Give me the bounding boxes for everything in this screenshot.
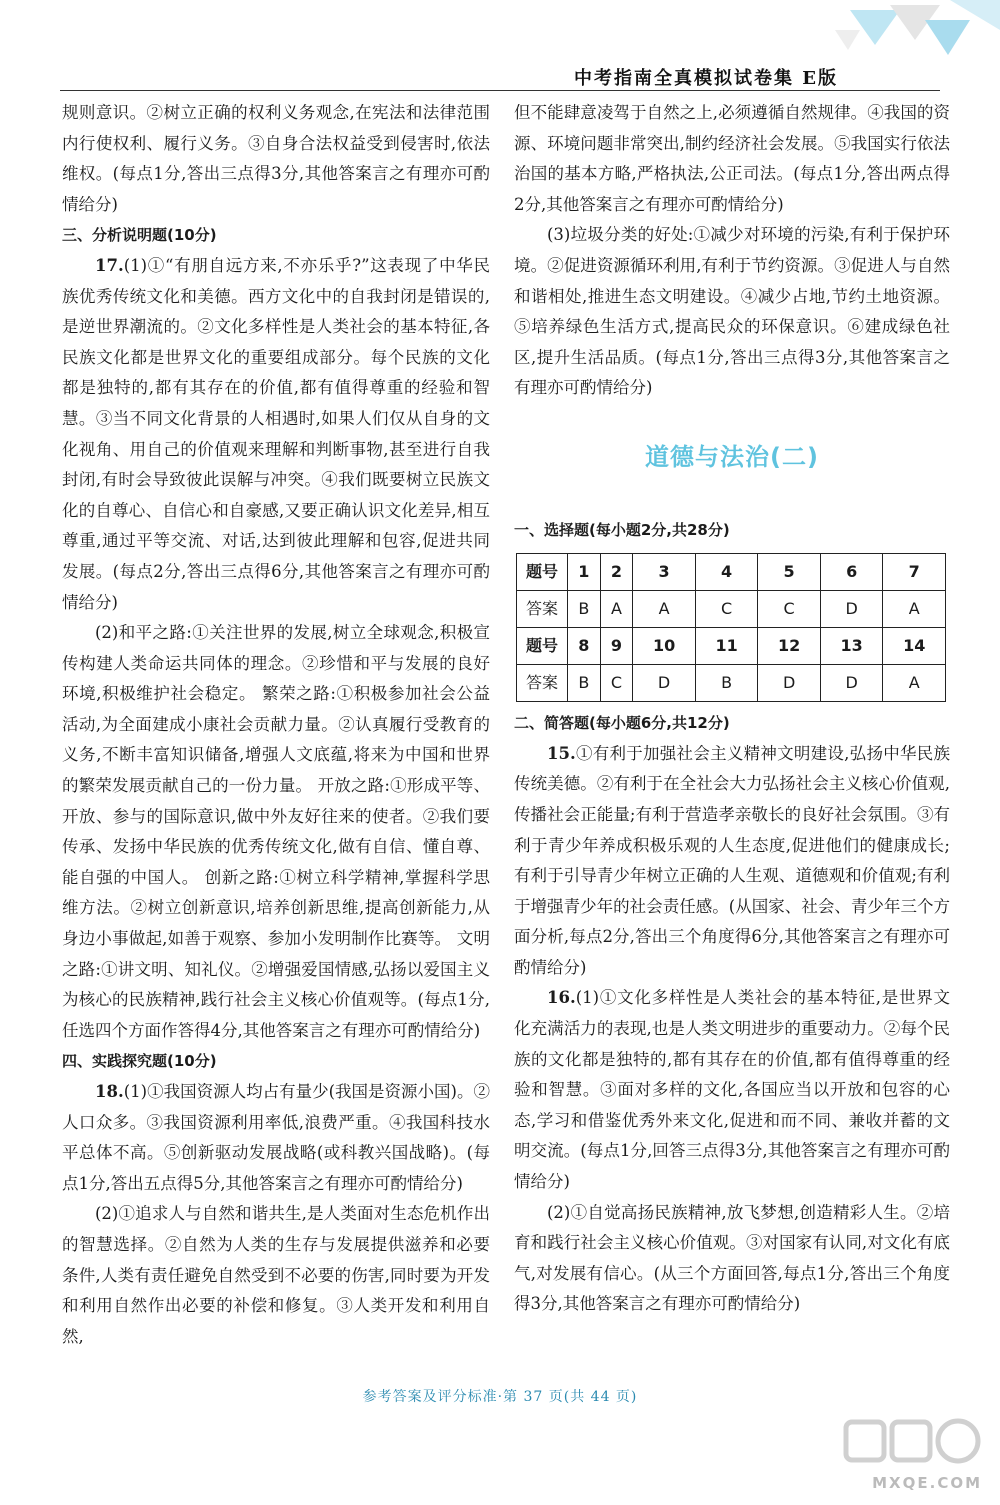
question-number-cell: 2 (600, 554, 633, 591)
answer-cell: D (633, 665, 696, 702)
question-number-cell: 5 (758, 554, 821, 591)
answer-cell: C (695, 591, 758, 628)
answer-cell: A (600, 591, 633, 628)
question-17-part-2: (2)和平之路:①关注世界的发展,树立全球观念,积极宣传构建人类命运共同体的理念。②珍惜和平与发展的良好环境,积极维护社会稳定。 繁荣之路:①积极参加社会公益活动,为全面建成小康社会贡献力量。②认真履行受教育的义务,不断丰富知识储备,增强人文底蕴,将来为中国和世界的繁荣发展贡献自己的一份力量。 开放之路:①形成平等、开放、参与的国际意识,做中外友好往来的使者。②我们要传承、发扬中华民族的优秀传统文化,做有自信、懂自尊、能自强的中国人。 创新之路:①树立科学精神,掌握科学思维方法。②树立创新意识,培养创新思维,提高创新能力,从身边小事做起,如善于观察、参加小发明制作比赛等。 文明之路:①讲文明、知礼仪。②增强爱国情感,弘扬以爱国主义为核心的民族精神,践行社会主义核心价值观等。(每点1分,任选四个方面作答得4分,其他答案言之有理亦可酌情给分) (62, 623, 490, 1040)
right-column (514, 98, 950, 1320)
question-number-cell: 10 (633, 628, 696, 665)
answer-cell: C (758, 591, 821, 628)
answer-cell: D (758, 665, 821, 702)
question-number-cell: 13 (820, 628, 883, 665)
question-number-cell: 11 (695, 628, 758, 665)
left-column (62, 98, 490, 1352)
row-label: 答案 (517, 665, 568, 702)
question-16-part-2: (2)①自觉高扬民族精神,放飞梦想,创造精彩人生。②培育和践行社会主义核心价值观。③对国家有认同,对文化有底气,对发展有信心。(从三个方面回答,每点1分,答出三个角度得3分,其他答案言之有理亦可酌情给分) (514, 1202, 950, 1314)
watermark-text: MXQE.COM (872, 1474, 982, 1492)
question-number-cell: 3 (633, 554, 696, 591)
row-label: 题号 (517, 628, 568, 665)
answer-cell: A (633, 591, 696, 628)
answer-table-answer-row-2 (517, 665, 946, 702)
answer-cell: C (600, 665, 633, 702)
section-2-title: 二、简答题(每小题6分,共12分) (514, 714, 730, 733)
answer-table (516, 553, 946, 702)
question-number-cell: 8 (568, 628, 601, 665)
question-16-part-1-text: (1)①文化多样性是人类社会的基本特征,是世界文化充满活力的表现,也是人类文明进步的重要动力。②每个民族的文化都是独特的,都有其存在的价值,都有值得尊重的经验和智慧。③面对多样的文化,各国应当以开放和包容的心态,学习和借鉴优秀外来文化,促进和而不同、兼收并蓄的文明交流。(每点1分,回答三点得3分,其他答案言之有理亦可酌情给分) (514, 988, 950, 1192)
question-number-cell: 12 (758, 628, 821, 665)
question-number-cell: 1 (568, 554, 601, 591)
question-number-cell: 7 (883, 554, 946, 591)
answer-cell: B (568, 665, 601, 702)
question-15 (514, 739, 950, 984)
question-16-part-1 (514, 983, 950, 1197)
question-number-cell: 9 (600, 628, 633, 665)
question-number-cell: 14 (883, 628, 946, 665)
answer-cell: D (820, 591, 883, 628)
question-16-number: 16. (547, 988, 576, 1008)
question-17-part-1 (62, 251, 490, 618)
answer-cell: A (883, 665, 946, 702)
section-1-title: 一、选择题(每小题2分,共28分) (514, 520, 730, 539)
exam-2-title: 道德与法治(二) (645, 442, 819, 471)
answer-table-number-row-2 (517, 628, 946, 665)
answer-table-number-row-1 (517, 554, 946, 591)
question-number-cell: 4 (695, 554, 758, 591)
question-18-number: 18. (95, 1082, 124, 1101)
row-label: 答案 (517, 591, 568, 628)
question-15-number: 15. (547, 743, 576, 763)
header-divider (60, 90, 940, 91)
answer-cell: D (820, 665, 883, 702)
row-label: 题号 (517, 554, 568, 591)
header-title: 中考指南全真模拟试卷集 E版 (574, 68, 838, 89)
page-footer: 参考答案及评分标准·第 37 页(共 44 页) (362, 1389, 638, 1405)
question-15-text: ①有利于加强社会主义精神文明建设,弘扬中华民族传统美德。②有利于在全社会大力弘扬社会主义核心价值观,传播社会正能量;有利于营造孝亲敬长的良好社会氛围。③有利于青少年养成积极乐观的人生态度,促进他们的健康成长;有利于引导青少年树立正确的人生观、道德观和价值观;有利于增强青少年的社会责任感。(从国家、社会、青少年三个方面分析,每点2分,答出三个角度得6分,其他答案言之有理亦可酌情给分) (514, 743, 950, 977)
answer-cell: B (568, 591, 601, 628)
question-18-part-2: (2)①追求人与自然和谐共生,是人类面对生态危机作出的智慧选择。②自然为人类的生存与发展提供滋养和必要条件,人类有责任避免自然受到不必要的伤害,同时要为开发和利用自然作出必要的补偿和修复。③人类开发和利用自然, (62, 1204, 490, 1346)
answer-cell: A (883, 591, 946, 628)
section-4-title: 四、实践探究题(10分) (62, 1052, 217, 1071)
answer-cell: B (695, 665, 758, 702)
question-18-part-1-text: (1)①我国资源人均占有量少(我国是资源小国)。②人口众多。③我国资源利用率低,浪费严重。④我国科技水平总体不高。⑤创新驱动发展战略(或科教兴国战略)。(每点1分,答出五点得5分,其他答案言之有理亦可酌情给分) (62, 1082, 490, 1193)
question-number-cell: 6 (820, 554, 883, 591)
question-17-part-1-text: (1)①“有朋自远方来,不亦乐乎?”这表现了中华民族优秀传统文化和美德。西方文化中的自我封闭是错误的,是逆世界潮流的。②文化多样性是人类社会的基本特征,各民族文化都是世界文化的重要组成部分。每个民族的文化都是独特的,都有其存在的价值,都有值得尊重的经验和智慧。③当不同文化背景的人相遇时,如果人们仅从自身的文化视角、用自己的价值观来理解和判断事物,甚至进行自我封闭,有时会导致彼此误解与冲突。④我们既要树立民族文化的自尊心、自信心和自豪感,又要正确认识文化差异,相互尊重,通过平等交流、对话,达到彼此理解和包容,促进共同发展。(每点2分,答出三点得6分,其他答案言之有理亦可酌情给分) (62, 255, 490, 612)
corner-triangle-decoration (830, 0, 1000, 60)
section-3-title: 三、分析说明题(10分) (62, 226, 217, 245)
paragraph-continuation: 规则意识。②树立正确的权利义务观念,在宪法和法律范围内行使权利、履行义务。③自身合法权益受到侵害时,依法维权。(每点1分,答出三点得3分,其他答案言之有理亦可酌情给分) (62, 103, 490, 214)
question-18-part-2-continued: 但不能肆意凌驾于自然之上,必须遵循自然规律。④我国的资源、环境问题非常突出,制约经济社会发展。⑤我国实行依法治国的基本方略,严格执法,公正司法。(每点1分,答出两点得2分,其他答案言之有理亦可酌情给分) (514, 103, 950, 214)
question-17-number: 17. (95, 255, 124, 275)
question-18-part-1 (62, 1077, 490, 1199)
question-18-part-3: (3)垃圾分类的好处:①减少对环境的污染,有利于保护环境。②促进资源循环利用,有利于节约资源。③促进人与自然和谐相处,推进生态文明建设。④减少占地,节约土地资源。⑤培养绿色生活方式,提高民众的环保意识。⑥建成绿色社区,提升生活品质。(每点1分,答出三点得3分,其他答案言之有理亦可酌情给分) (514, 225, 950, 398)
answer-table-answer-row-1 (517, 591, 946, 628)
